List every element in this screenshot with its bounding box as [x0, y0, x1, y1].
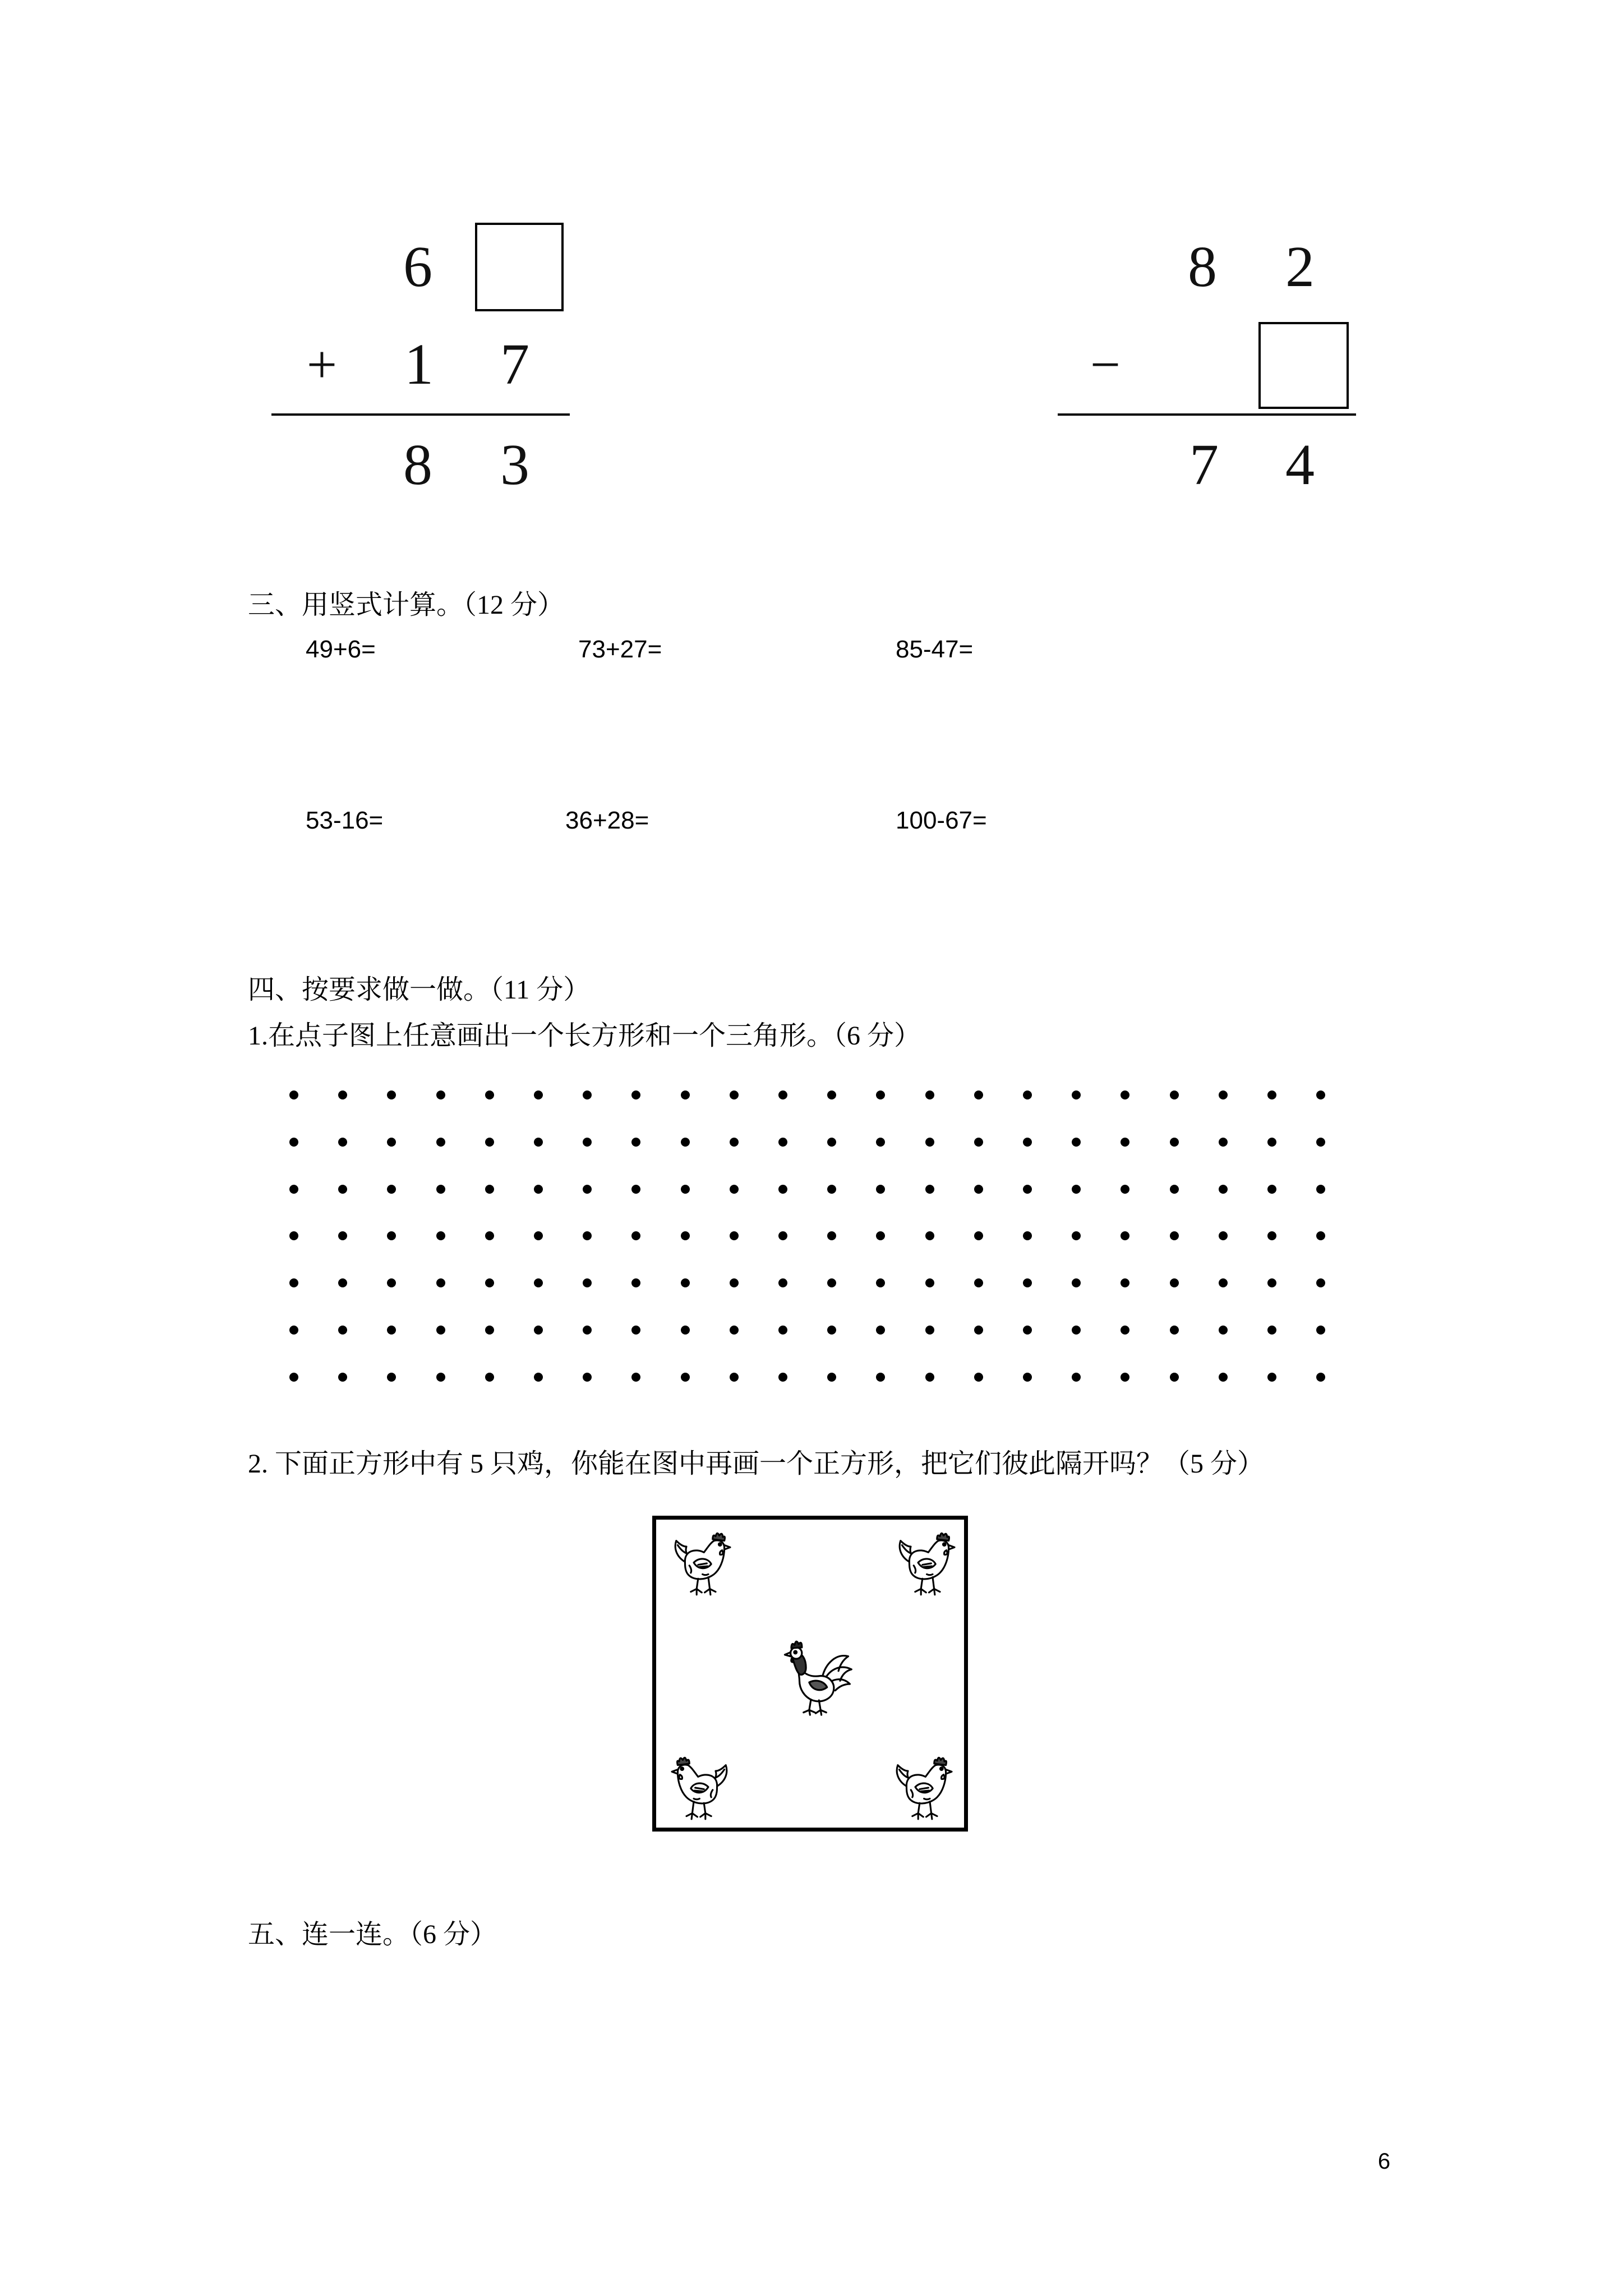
difference-tens-digit: 7 — [1189, 432, 1219, 497]
grid-dot — [827, 1185, 836, 1194]
grid-dot — [583, 1185, 592, 1194]
grid-dot — [1023, 1138, 1032, 1147]
calc-problem: 85-47= — [896, 636, 974, 663]
grid-dot — [1170, 1326, 1179, 1335]
grid-dot — [436, 1185, 445, 1194]
grid-dot — [1170, 1185, 1179, 1194]
grid-dot — [485, 1231, 494, 1240]
sum-ones-digit: 3 — [500, 432, 529, 497]
grid-dot — [1023, 1231, 1032, 1240]
calc-problem: 100-67= — [896, 807, 987, 834]
grid-dot — [436, 1091, 445, 1099]
grid-dot — [827, 1091, 836, 1099]
grid-dot — [583, 1091, 592, 1099]
grid-dot — [436, 1231, 445, 1240]
grid-dot — [827, 1373, 836, 1382]
grid-dot — [876, 1091, 885, 1099]
grid-dot — [1170, 1231, 1179, 1240]
difference-rule-line — [1058, 413, 1356, 416]
grid-dot — [974, 1185, 983, 1194]
calc-problem: 36+28= — [565, 807, 649, 834]
minuend-ones-digit: 2 — [1285, 234, 1315, 299]
grid-dot — [730, 1373, 739, 1382]
grid-dot — [730, 1326, 739, 1335]
grid-dot — [338, 1231, 347, 1240]
grid-dot — [631, 1373, 640, 1382]
grid-dot — [338, 1138, 347, 1147]
grid-dot — [1219, 1326, 1228, 1335]
grid-dot — [925, 1326, 934, 1335]
grid-dot — [1023, 1278, 1032, 1287]
sum-tens-digit: 8 — [403, 432, 432, 497]
grid-dot — [1316, 1231, 1325, 1240]
addend-tens-digit: 6 — [403, 234, 432, 299]
section3-heading: 三、用竖式计算。（12 分） — [248, 590, 565, 620]
grid-dot — [583, 1326, 592, 1335]
grid-dot — [1267, 1185, 1276, 1194]
section5-heading: 五、连一连。（6 分） — [248, 1920, 497, 1949]
grid-dot — [534, 1138, 543, 1147]
grid-dot — [1072, 1185, 1081, 1194]
grid-dot — [534, 1373, 543, 1382]
grid-dot — [338, 1278, 347, 1287]
grid-dot — [778, 1138, 787, 1147]
grid-dot — [876, 1138, 885, 1147]
grid-dot — [730, 1091, 739, 1099]
grid-dot — [1219, 1231, 1228, 1240]
difference-ones-digit: 4 — [1285, 432, 1315, 497]
grid-dot — [387, 1231, 396, 1240]
grid-dot — [876, 1278, 885, 1287]
grid-dot — [1170, 1278, 1179, 1287]
grid-dot — [1267, 1138, 1276, 1147]
grid-dot — [485, 1138, 494, 1147]
grid-dot — [730, 1231, 739, 1240]
grid-dot — [778, 1278, 787, 1287]
grid-dot — [289, 1091, 298, 1099]
hen-icon — [665, 1525, 737, 1598]
grid-dot — [436, 1326, 445, 1335]
grid-dot — [1267, 1278, 1276, 1287]
grid-dot — [1170, 1138, 1179, 1147]
grid-dot — [387, 1138, 396, 1147]
grid-dot — [681, 1091, 690, 1099]
grid-dot — [1072, 1278, 1081, 1287]
grid-dot — [631, 1091, 640, 1099]
grid-dot — [583, 1138, 592, 1147]
grid-dot — [925, 1091, 934, 1099]
grid-dot — [631, 1326, 640, 1335]
grid-dot — [1316, 1278, 1325, 1287]
grid-dot — [631, 1231, 640, 1240]
grid-dot — [827, 1278, 836, 1287]
grid-dot — [778, 1185, 787, 1194]
rooster-icon — [775, 1635, 856, 1717]
grid-dot — [974, 1138, 983, 1147]
grid-dot — [1072, 1326, 1081, 1335]
grid-dot — [681, 1231, 690, 1240]
grid-dot — [974, 1326, 983, 1335]
grid-dot — [534, 1326, 543, 1335]
grid-dot — [1316, 1138, 1325, 1147]
grid-dot — [1072, 1138, 1081, 1147]
grid-dot — [289, 1326, 298, 1335]
grid-dot — [387, 1278, 396, 1287]
grid-dot — [925, 1278, 934, 1287]
grid-dot — [1121, 1185, 1129, 1194]
grid-dot — [387, 1185, 396, 1194]
grid-dot — [631, 1185, 640, 1194]
grid-dot — [1267, 1326, 1276, 1335]
grid-dot — [289, 1185, 298, 1194]
grid-dot — [1023, 1185, 1032, 1194]
grid-dot — [1121, 1373, 1129, 1382]
grid-dot — [681, 1185, 690, 1194]
grid-dot — [974, 1231, 983, 1240]
page-number: 6 — [1377, 2149, 1391, 2174]
grid-dot — [289, 1138, 298, 1147]
grid-dot — [338, 1326, 347, 1335]
grid-dot — [1316, 1373, 1325, 1382]
grid-dot — [778, 1091, 787, 1099]
addend2-ones-digit: 7 — [500, 332, 529, 397]
grid-dot — [1121, 1278, 1129, 1287]
sum-rule-line — [271, 413, 570, 416]
grid-dot — [485, 1326, 494, 1335]
grid-dot — [338, 1091, 347, 1099]
grid-dot — [485, 1373, 494, 1382]
grid-dot — [778, 1373, 787, 1382]
grid-dot — [1072, 1231, 1081, 1240]
grid-dot — [925, 1231, 934, 1240]
grid-dot — [338, 1373, 347, 1382]
answer-box — [475, 223, 564, 311]
dot-grid — [289, 1091, 1326, 1382]
grid-dot — [876, 1373, 885, 1382]
grid-dot — [974, 1278, 983, 1287]
grid-dot — [778, 1326, 787, 1335]
grid-dot — [1267, 1231, 1276, 1240]
grid-dot — [681, 1326, 690, 1335]
grid-dot — [485, 1091, 494, 1099]
grid-dot — [436, 1278, 445, 1287]
calc-problem: 73+27= — [578, 636, 662, 663]
grid-dot — [1170, 1373, 1179, 1382]
grid-dot — [1267, 1091, 1276, 1099]
grid-dot — [1023, 1373, 1032, 1382]
answer-box — [1258, 322, 1349, 409]
grid-dot — [583, 1373, 592, 1382]
minus-operator: − — [1090, 334, 1121, 394]
grid-dot — [1170, 1091, 1179, 1099]
grid-dot — [876, 1326, 885, 1335]
addend2-tens-digit: 1 — [404, 332, 434, 397]
grid-dot — [681, 1278, 690, 1287]
grid-dot — [534, 1091, 543, 1099]
grid-dot — [485, 1185, 494, 1194]
grid-dot — [1219, 1373, 1228, 1382]
grid-dot — [534, 1185, 543, 1194]
grid-dot — [631, 1278, 640, 1287]
grid-dot — [485, 1278, 494, 1287]
grid-dot — [1072, 1373, 1081, 1382]
grid-dot — [1316, 1185, 1325, 1194]
grid-dot — [631, 1138, 640, 1147]
grid-dot — [534, 1231, 543, 1240]
question-2-text: 2. 下面正方形中有 5 只鸡，你能在图中再画一个正方形，把它们彼此隔开吗？（5 分） — [248, 1449, 1265, 1479]
grid-dot — [827, 1231, 836, 1240]
grid-dot — [436, 1138, 445, 1147]
grid-dot — [1219, 1091, 1228, 1099]
hen-icon — [665, 1749, 737, 1822]
calc-problem: 53-16= — [306, 807, 384, 834]
grid-dot — [387, 1373, 396, 1382]
grid-dot — [778, 1231, 787, 1240]
grid-dot — [338, 1185, 347, 1194]
grid-dot — [1121, 1326, 1129, 1335]
grid-dot — [1121, 1138, 1129, 1147]
hen-icon — [889, 1525, 962, 1598]
grid-dot — [1121, 1231, 1129, 1240]
grid-dot — [730, 1185, 739, 1194]
grid-dot — [1023, 1091, 1032, 1099]
grid-dot — [1316, 1091, 1325, 1099]
grid-dot — [876, 1185, 885, 1194]
section4-heading: 四、按要求做一做。（11 分） — [248, 975, 591, 1005]
grid-dot — [1219, 1185, 1228, 1194]
grid-dot — [1219, 1278, 1228, 1287]
grid-dot — [876, 1231, 885, 1240]
question-1-text: 1.在点子图上任意画出一个长方形和一个三角形。（6 分） — [248, 1021, 921, 1051]
grid-dot — [974, 1373, 983, 1382]
grid-dot — [974, 1091, 983, 1099]
grid-dot — [1316, 1326, 1325, 1335]
grid-dot — [1121, 1091, 1129, 1099]
grid-dot — [289, 1373, 298, 1382]
grid-dot — [925, 1185, 934, 1194]
grid-dot — [289, 1231, 298, 1240]
grid-dot — [827, 1138, 836, 1147]
grid-dot — [1023, 1326, 1032, 1335]
grid-dot — [730, 1138, 739, 1147]
grid-dot — [583, 1278, 592, 1287]
hen-icon — [886, 1749, 959, 1822]
grid-dot — [827, 1326, 836, 1335]
grid-dot — [534, 1278, 543, 1287]
grid-dot — [436, 1373, 445, 1382]
grid-dot — [583, 1231, 592, 1240]
grid-dot — [289, 1278, 298, 1287]
plus-operator: + — [306, 334, 338, 394]
calc-problem: 49+6= — [306, 636, 376, 663]
grid-dot — [730, 1278, 739, 1287]
minuend-tens-digit: 8 — [1188, 234, 1217, 299]
grid-dot — [925, 1373, 934, 1382]
grid-dot — [1072, 1091, 1081, 1099]
grid-dot — [681, 1138, 690, 1147]
grid-dot — [1267, 1373, 1276, 1382]
grid-dot — [681, 1373, 690, 1382]
grid-dot — [1219, 1138, 1228, 1147]
grid-dot — [387, 1326, 396, 1335]
grid-dot — [387, 1091, 396, 1099]
grid-dot — [925, 1138, 934, 1147]
